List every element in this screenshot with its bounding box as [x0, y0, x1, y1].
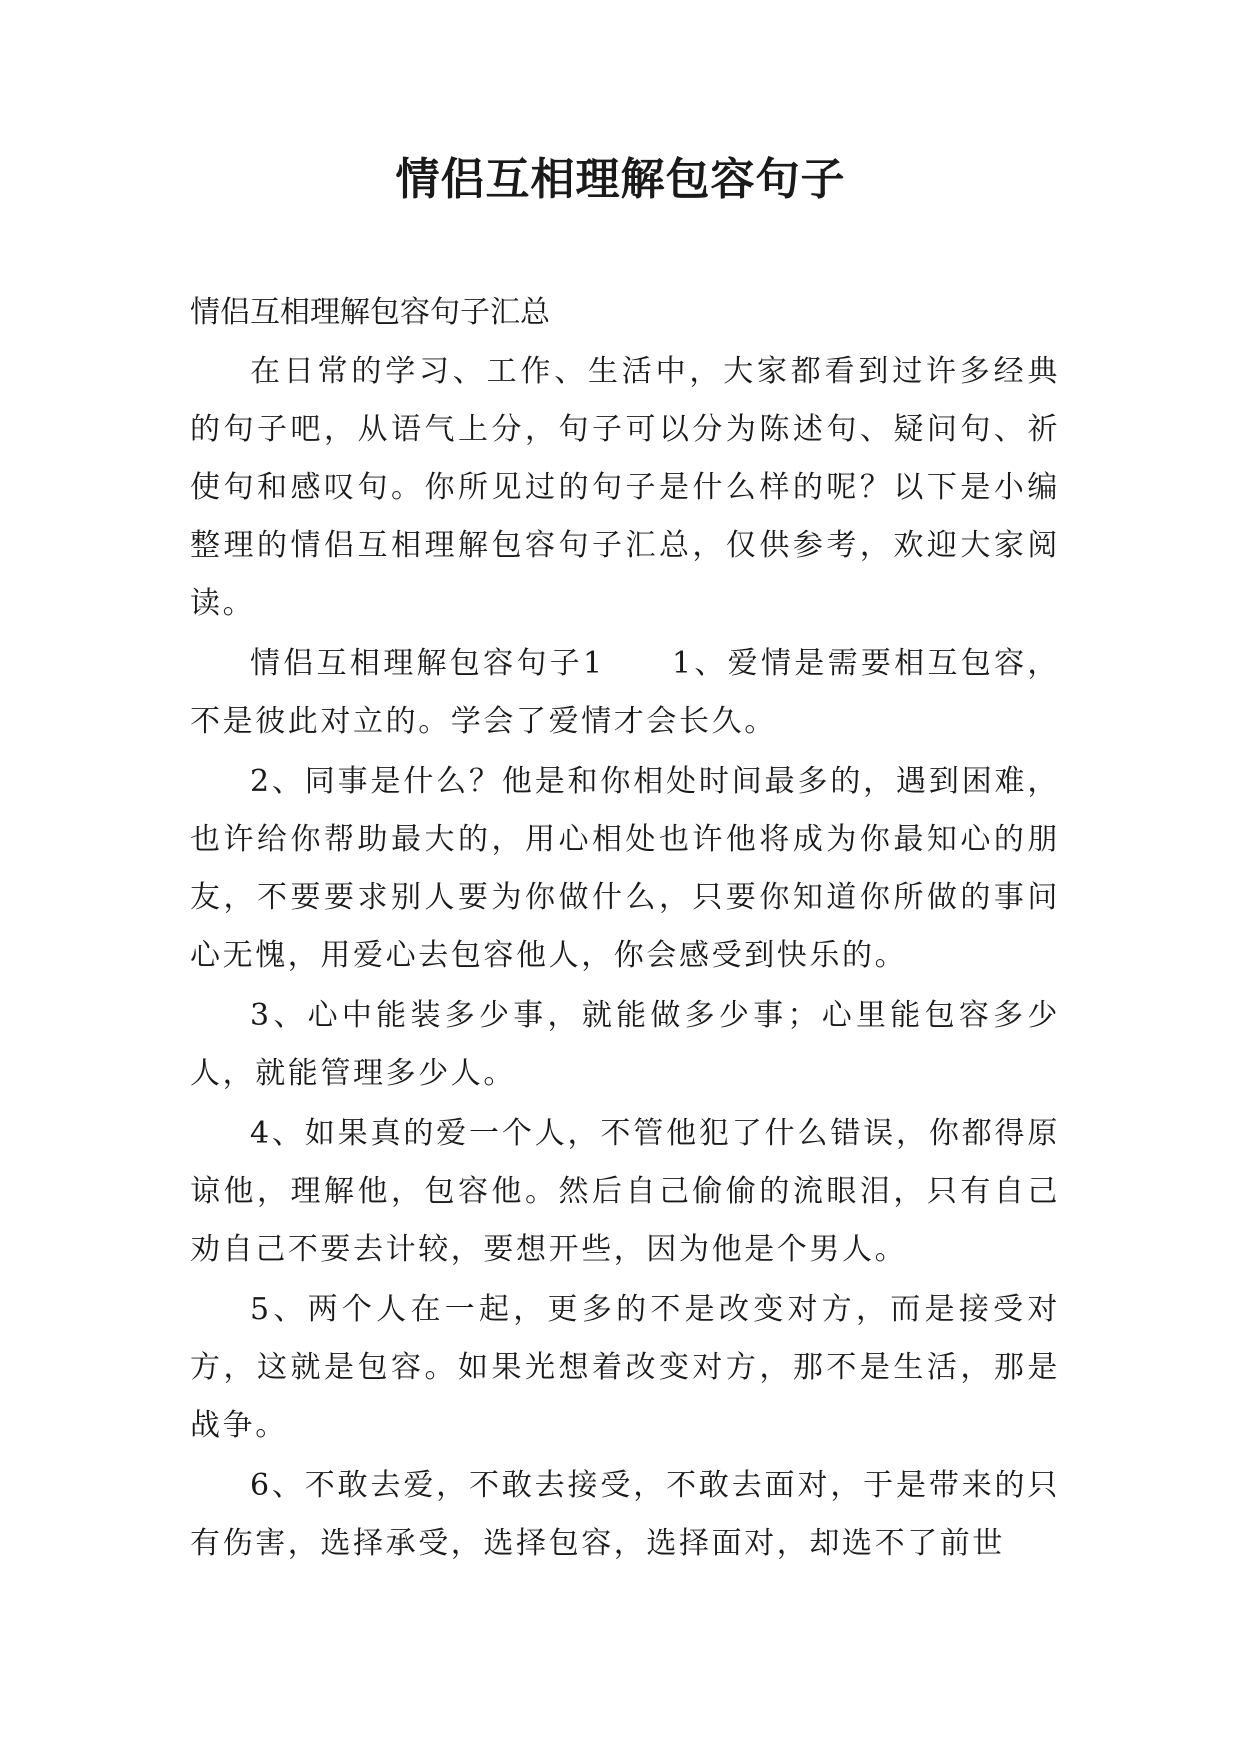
paragraph-4: 4、如果真的爱一个人，不管他犯了什么错误，你都得原谅他，理解他，包容他。然后自己偷偷的流眼泪，只有自己劝自己不要去计较，要想开些，因为他是个男人。 — [190, 1116, 1060, 1267]
document-title: 情侣互相理解包容句子 — [395, 154, 846, 205]
paragraph-intro: 在日常的学习、工作、生活中，大家都看到过许多经典的句子吧，从语气上分，句子可以分为陈述句、疑问句、祈使句和感叹句。你所见过的句子是什么样的呢？以下是小编整理的情侣互相理解包容句子汇总，仅供参考，欢迎大家阅读。 — [190, 354, 1060, 621]
paragraph-1: 情侣互相理解包容句子1 1、爱情是需要相互包容，不是彼此对立的。学会了爱情才会长久。 — [190, 646, 1060, 739]
paragraph-3: 3、心中能装多少事，就能做多少事；心里能包容多少人，就能管理多少人。 — [190, 998, 1060, 1091]
document-subtitle: 情侣互相理解包容句子汇总 — [190, 295, 550, 330]
paragraph-6: 6、不敢去爱，不敢去接受，不敢去面对，于是带来的只有伤害，选择承受，选择包容，选择面对，却选不了前世 — [190, 1468, 1060, 1561]
paragraph-5: 5、两个人在一起，更多的不是改变对方，而是接受对方，这就是包容。如果光想着改变对方，那不是生活，那是战争。 — [190, 1292, 1060, 1443]
document-body — [190, 283, 1060, 1573]
paragraph-2: 2、同事是什么？他是和你相处时间最多的，遇到困难，也许给你帮助最大的，用心相处也许他将成为你最知心的朋友，不要要求别人要为你做什么，只要你知道你所做的事问心无愧，用爱心去包容他人，你会感受到快乐的。 — [190, 764, 1060, 973]
